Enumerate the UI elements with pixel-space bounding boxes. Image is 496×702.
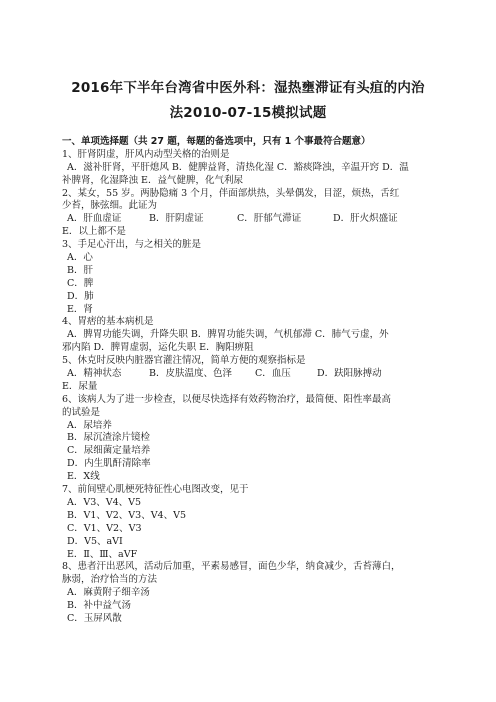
question-7-option: C．V1、V2、V3 (67, 522, 142, 534)
question-8-stem-line-1: 8、患者汗出恶风，活动后加重，平素易感冒，面色少华，纳食减少，舌苔薄白， (62, 561, 401, 573)
question-2-option-a: A．肝血虚证 (67, 213, 122, 225)
question-3-option: D．肺 (67, 290, 94, 302)
question-2-stem-line-1: 2、某女，55 岁。两胁隐痛 3 个月，伴面部烘热，头晕偶发，目涩，烦热，舌红 (62, 187, 400, 199)
question-3-option: A．心 (67, 252, 93, 264)
question-2-option-e: E．以上都不是 (62, 226, 126, 238)
question-7-option: D．V5、aVI (67, 535, 123, 547)
question-2-option-b: B．肝阴虚证 (149, 213, 204, 225)
question-4-options-line-2: 邪内陷 D．脾胃虚弱，运化失职 E．胸阳痹阻 (62, 342, 254, 354)
question-6-option: C．尿细菌定量培养 (67, 445, 151, 457)
question-6-option: A．尿培养 (67, 419, 112, 431)
question-3-stem: 3、手足心汗出，与之相关的脏是 (62, 239, 202, 251)
question-6-option: B．尿沉渣涂片镜检 (67, 432, 150, 444)
document-body (62, 136, 440, 626)
question-6-option: E．X线 (67, 471, 100, 483)
question-3-option: E．肾 (67, 303, 93, 315)
question-6-stem-line-1: 6、该病人为了进一步检查，以便尽快选择有效药物治疗，最简便、阳性率最高 (62, 393, 392, 405)
question-1-options-line-1: A．滋补肝肾，平肝熄风 B．健脾益肾，清热化湿 C．豁痰降浊，辛温开窍 D．温 (67, 161, 409, 173)
document-title-line-2: 法2010-07-15模拟试题 (169, 105, 327, 121)
question-8-option: A．麻黄附子细辛汤 (67, 587, 150, 599)
section-heading: 一、单项选择题（共 27 题，每题的备选项中，只有 1 个事最符合题意） (62, 136, 371, 147)
question-5-option-c: C．血压 (255, 368, 291, 380)
question-2-options-row (62, 213, 440, 226)
question-6-stem-line-2: 的试验是 (62, 406, 101, 418)
question-5-option-a: A．精神状态 (67, 368, 122, 380)
question-5-options-row (62, 368, 440, 381)
question-5-stem: 5、休克时反映内脏器官灌注情况，简单方便的观察指标是 (62, 355, 306, 367)
question-7-option: E．Ⅱ、Ⅲ、aVF (67, 548, 138, 560)
question-3-option: C．脾 (67, 277, 94, 289)
question-4-stem: 4、胃痞的基本病机是 (62, 316, 154, 328)
question-5-option-b: B．皮肤温度、色泽 (149, 368, 232, 380)
question-5-option-e: E．尿量 (62, 380, 98, 392)
question-7-stem: 7、前间壁心肌梗死特征性心电图改变，见于 (62, 484, 249, 496)
question-8-option: B．补中益气汤 (67, 600, 131, 612)
question-3-option: B．肝 (67, 264, 93, 276)
question-8-option: C．玉屏风散 (67, 612, 122, 624)
document-title-line-1: 2016年下半年台湾省中医外科：湿热壅滞证有头疽的内治 (71, 80, 425, 96)
question-2-option-c: C．肝郁气滞证 (237, 213, 302, 225)
question-8-stem-line-2: 脉弱，治疗恰当的方法 (62, 574, 158, 586)
question-7-option: B．V1、V2、V3、V4、V5 (67, 509, 187, 521)
question-7-option: A．V3、V4、V5 (67, 496, 142, 508)
question-2-option-d: D．肝火炽盛证 (333, 213, 398, 225)
question-1-stem: 1、肝肾阴虚，肝风内动型关格的治则是 (62, 148, 230, 160)
question-1-options-line-2: 补脾肾，化湿降浊 E．益气健脾，化气利尿 (62, 174, 243, 186)
question-6-option: D．内生肌酐清除率 (67, 458, 151, 470)
question-5-option-d: D．趺阳脉搏动 (317, 368, 382, 380)
question-2-stem-line-2: 少苔，脉弦细。此证为 (62, 200, 158, 212)
question-4-options-line-1: A．脾胃功能失调，升降失职 B．脾胃功能失调，气机郁滞 C．肺气亏虚，外 (67, 329, 389, 341)
